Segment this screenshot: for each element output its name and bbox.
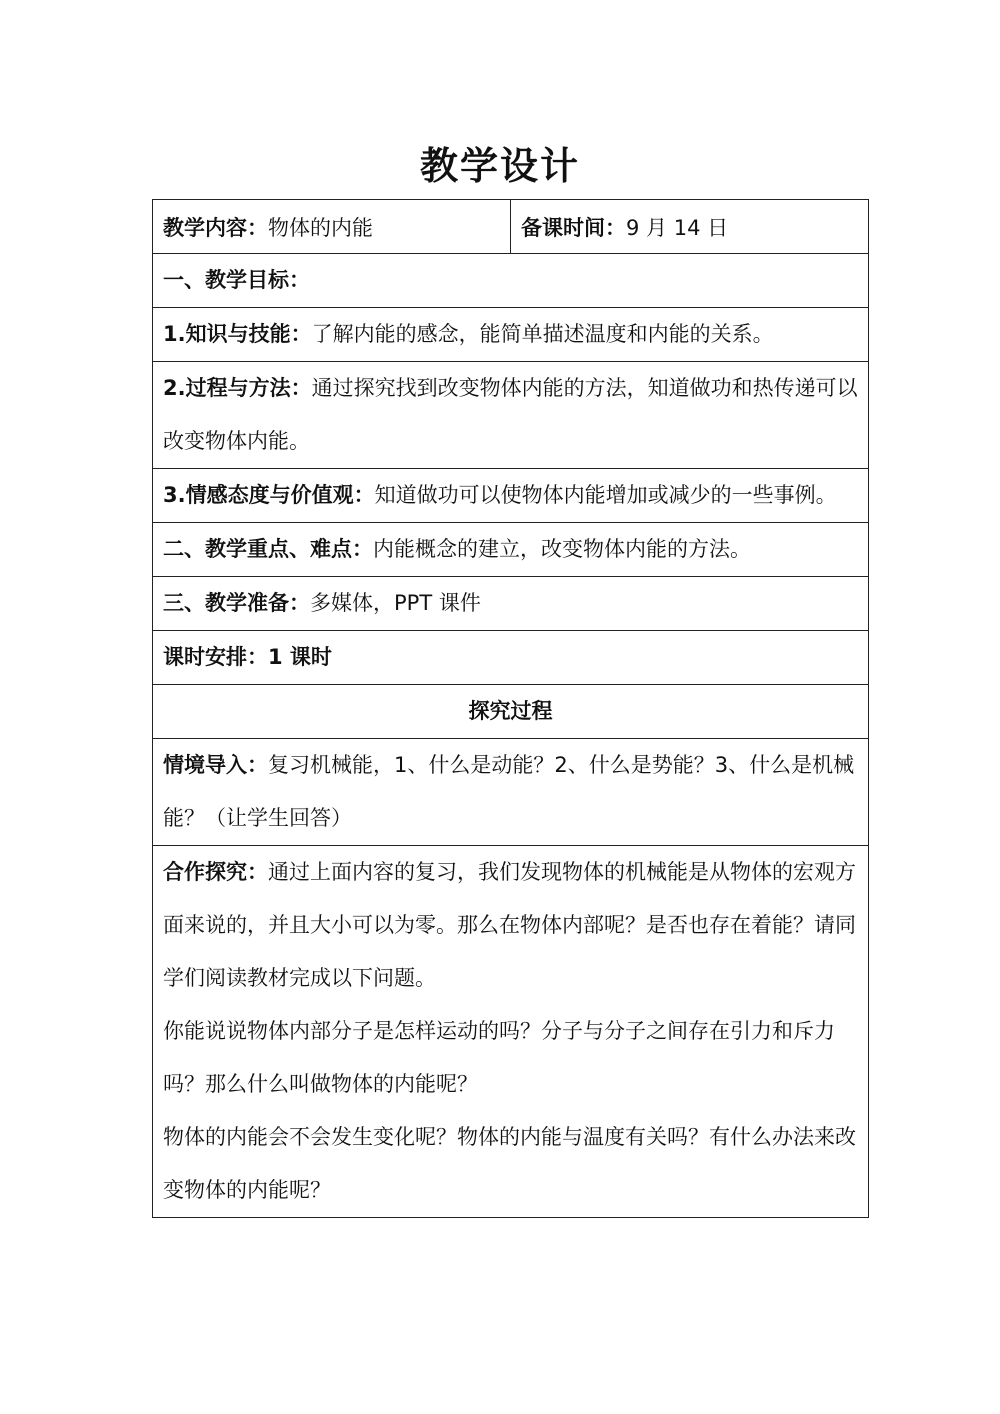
document-title: 教学设计 <box>419 144 580 188</box>
schedule-text: 1 课时 <box>268 645 332 669</box>
intro-label: 情境导入： <box>163 753 268 777</box>
goal-2-text: 通过探究找到改变物体内能的方法，知道做功和热传递可以改变物体内能。 <box>163 376 858 453</box>
preparation-text: 多媒体，PPT 课件 <box>310 591 481 615</box>
key-points-label: 二、教学重点、难点： <box>163 537 373 561</box>
preparation-label: 三、教学准备： <box>163 591 310 615</box>
intro-cell <box>153 739 869 846</box>
key-points-row <box>153 523 869 577</box>
content-cell <box>153 200 511 254</box>
coop-label: 合作探究： <box>163 860 268 884</box>
time-value: 9 月 14 日 <box>626 215 729 240</box>
coop-paragraph-1 <box>163 846 858 1005</box>
goals-heading: 一、教学目标： <box>153 254 869 308</box>
schedule-row <box>153 631 869 685</box>
goal-1-row <box>153 308 869 362</box>
goal-2-cell <box>153 362 869 469</box>
header-row <box>153 200 869 254</box>
preparation-cell <box>153 577 869 631</box>
goal-3-text: 知道做功可以使物体内能增加或减少的一些事例。 <box>374 483 837 507</box>
goal-3-label: 3.情感态度与价值观： <box>163 483 375 507</box>
content-label: 教学内容： <box>163 215 268 240</box>
goal-3-cell <box>153 469 869 523</box>
goals-heading-row <box>153 254 869 308</box>
goal-1-text: 了解内能的感念，能简单描述温度和内能的关系。 <box>311 322 774 346</box>
intro-row <box>153 739 869 846</box>
coop-row <box>153 846 869 1218</box>
lesson-plan-table <box>152 199 869 1218</box>
goal-2-row <box>153 362 869 469</box>
goal-1-cell <box>153 308 869 362</box>
goal-2-label: 2.过程与方法： <box>163 376 312 400</box>
coop-text-1: 通过上面内容的复习，我们发现物体的机械能是从物体的宏观方面来说的，并且大小可以为零。那么在物体内部呢？是否也存在着能？请同学们阅读教材完成以下问题。 <box>163 860 856 990</box>
coop-paragraph-2: 你能说说物体内部分子是怎样运动的吗？分子与分子之间存在引力和斥力吗？那么什么叫做物体的内能呢？ <box>163 1019 835 1096</box>
goal-1-label: 1.知识与技能： <box>163 322 312 346</box>
coop-paragraph-3: 物体的内能会不会发生变化呢？物体的内能与温度有关吗？有什么办法来改变物体的内能呢？ <box>163 1125 856 1202</box>
schedule-cell <box>153 631 869 685</box>
key-points-cell <box>153 523 869 577</box>
schedule-label: 课时安排： <box>163 645 268 669</box>
goal-3-row <box>153 469 869 523</box>
process-heading: 探究过程 <box>153 685 869 739</box>
intro-text: 复习机械能，1、什么是动能？2、什么是势能？3、什么是机械能？（让学生回答） <box>163 753 855 830</box>
process-heading-row <box>153 685 869 739</box>
time-cell <box>511 200 869 254</box>
key-points-text: 内能概念的建立，改变物体内能的方法。 <box>373 537 751 561</box>
time-label: 备课时间： <box>521 215 626 240</box>
content-value: 物体的内能 <box>268 215 373 240</box>
coop-cell <box>153 846 869 1218</box>
preparation-row <box>153 577 869 631</box>
